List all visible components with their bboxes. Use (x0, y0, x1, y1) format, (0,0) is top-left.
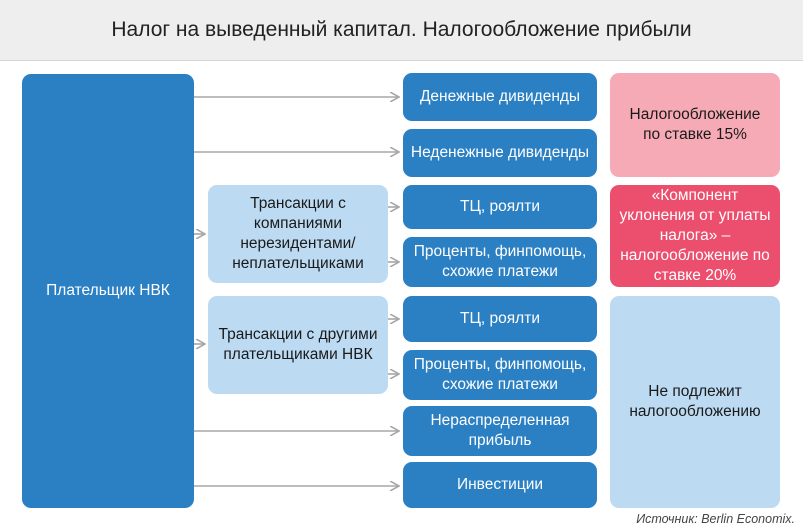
cash-dividends-box (403, 73, 597, 121)
retained-profit-box (403, 406, 597, 456)
rate20-box (610, 185, 780, 287)
noncash-dividends-box (403, 129, 597, 177)
retained-profit-label: Нераспределенная прибыль (430, 411, 570, 449)
interest-1-label: Проценты, финпомощь, схожие платежи (413, 242, 587, 280)
interest-1-box (403, 237, 597, 287)
payer-box (22, 74, 194, 508)
tc-royalty-2-box (403, 296, 597, 342)
payer-label: Плательщик НВК (46, 281, 170, 299)
exempt-box (610, 296, 780, 508)
interest-2-box (403, 350, 597, 400)
group-nonresidents-label: Трансакции с компаниями нерезидентами/ неплательщиками (232, 194, 364, 273)
tc-royalty-1-label: ТЦ, роялти (460, 197, 540, 215)
rate15-box (610, 73, 780, 177)
exempt-label: Не подлежит налогообложению (629, 382, 761, 420)
group-payers-box (208, 296, 388, 394)
cash-dividends-label: Денежные дивиденды (419, 87, 581, 105)
source-note: Источник: Berlin Economix. (636, 512, 795, 526)
group-nonresidents-box (208, 185, 388, 283)
investments-label: Инвестиции (456, 475, 544, 493)
tc-royalty-1-box (403, 185, 597, 229)
group-payers-label: Трансакции с другими плательщиками НВК (218, 325, 378, 363)
rate15-label: Налогообложение по ставке 15% (629, 105, 761, 143)
investments-box (403, 462, 597, 508)
interest-2-label: Проценты, финпомощь, схожие платежи (413, 355, 587, 393)
page-title: Налог на выведенный капитал. Налогообложение прибыли (111, 18, 692, 41)
noncash-dividends-label: Неденежные дивиденды (410, 143, 590, 161)
tc-royalty-2-label: ТЦ, роялти (460, 309, 540, 327)
rate20-label: «Компонент уклонения от уплаты налога» – налогообложение по ставке 20% (619, 186, 771, 285)
